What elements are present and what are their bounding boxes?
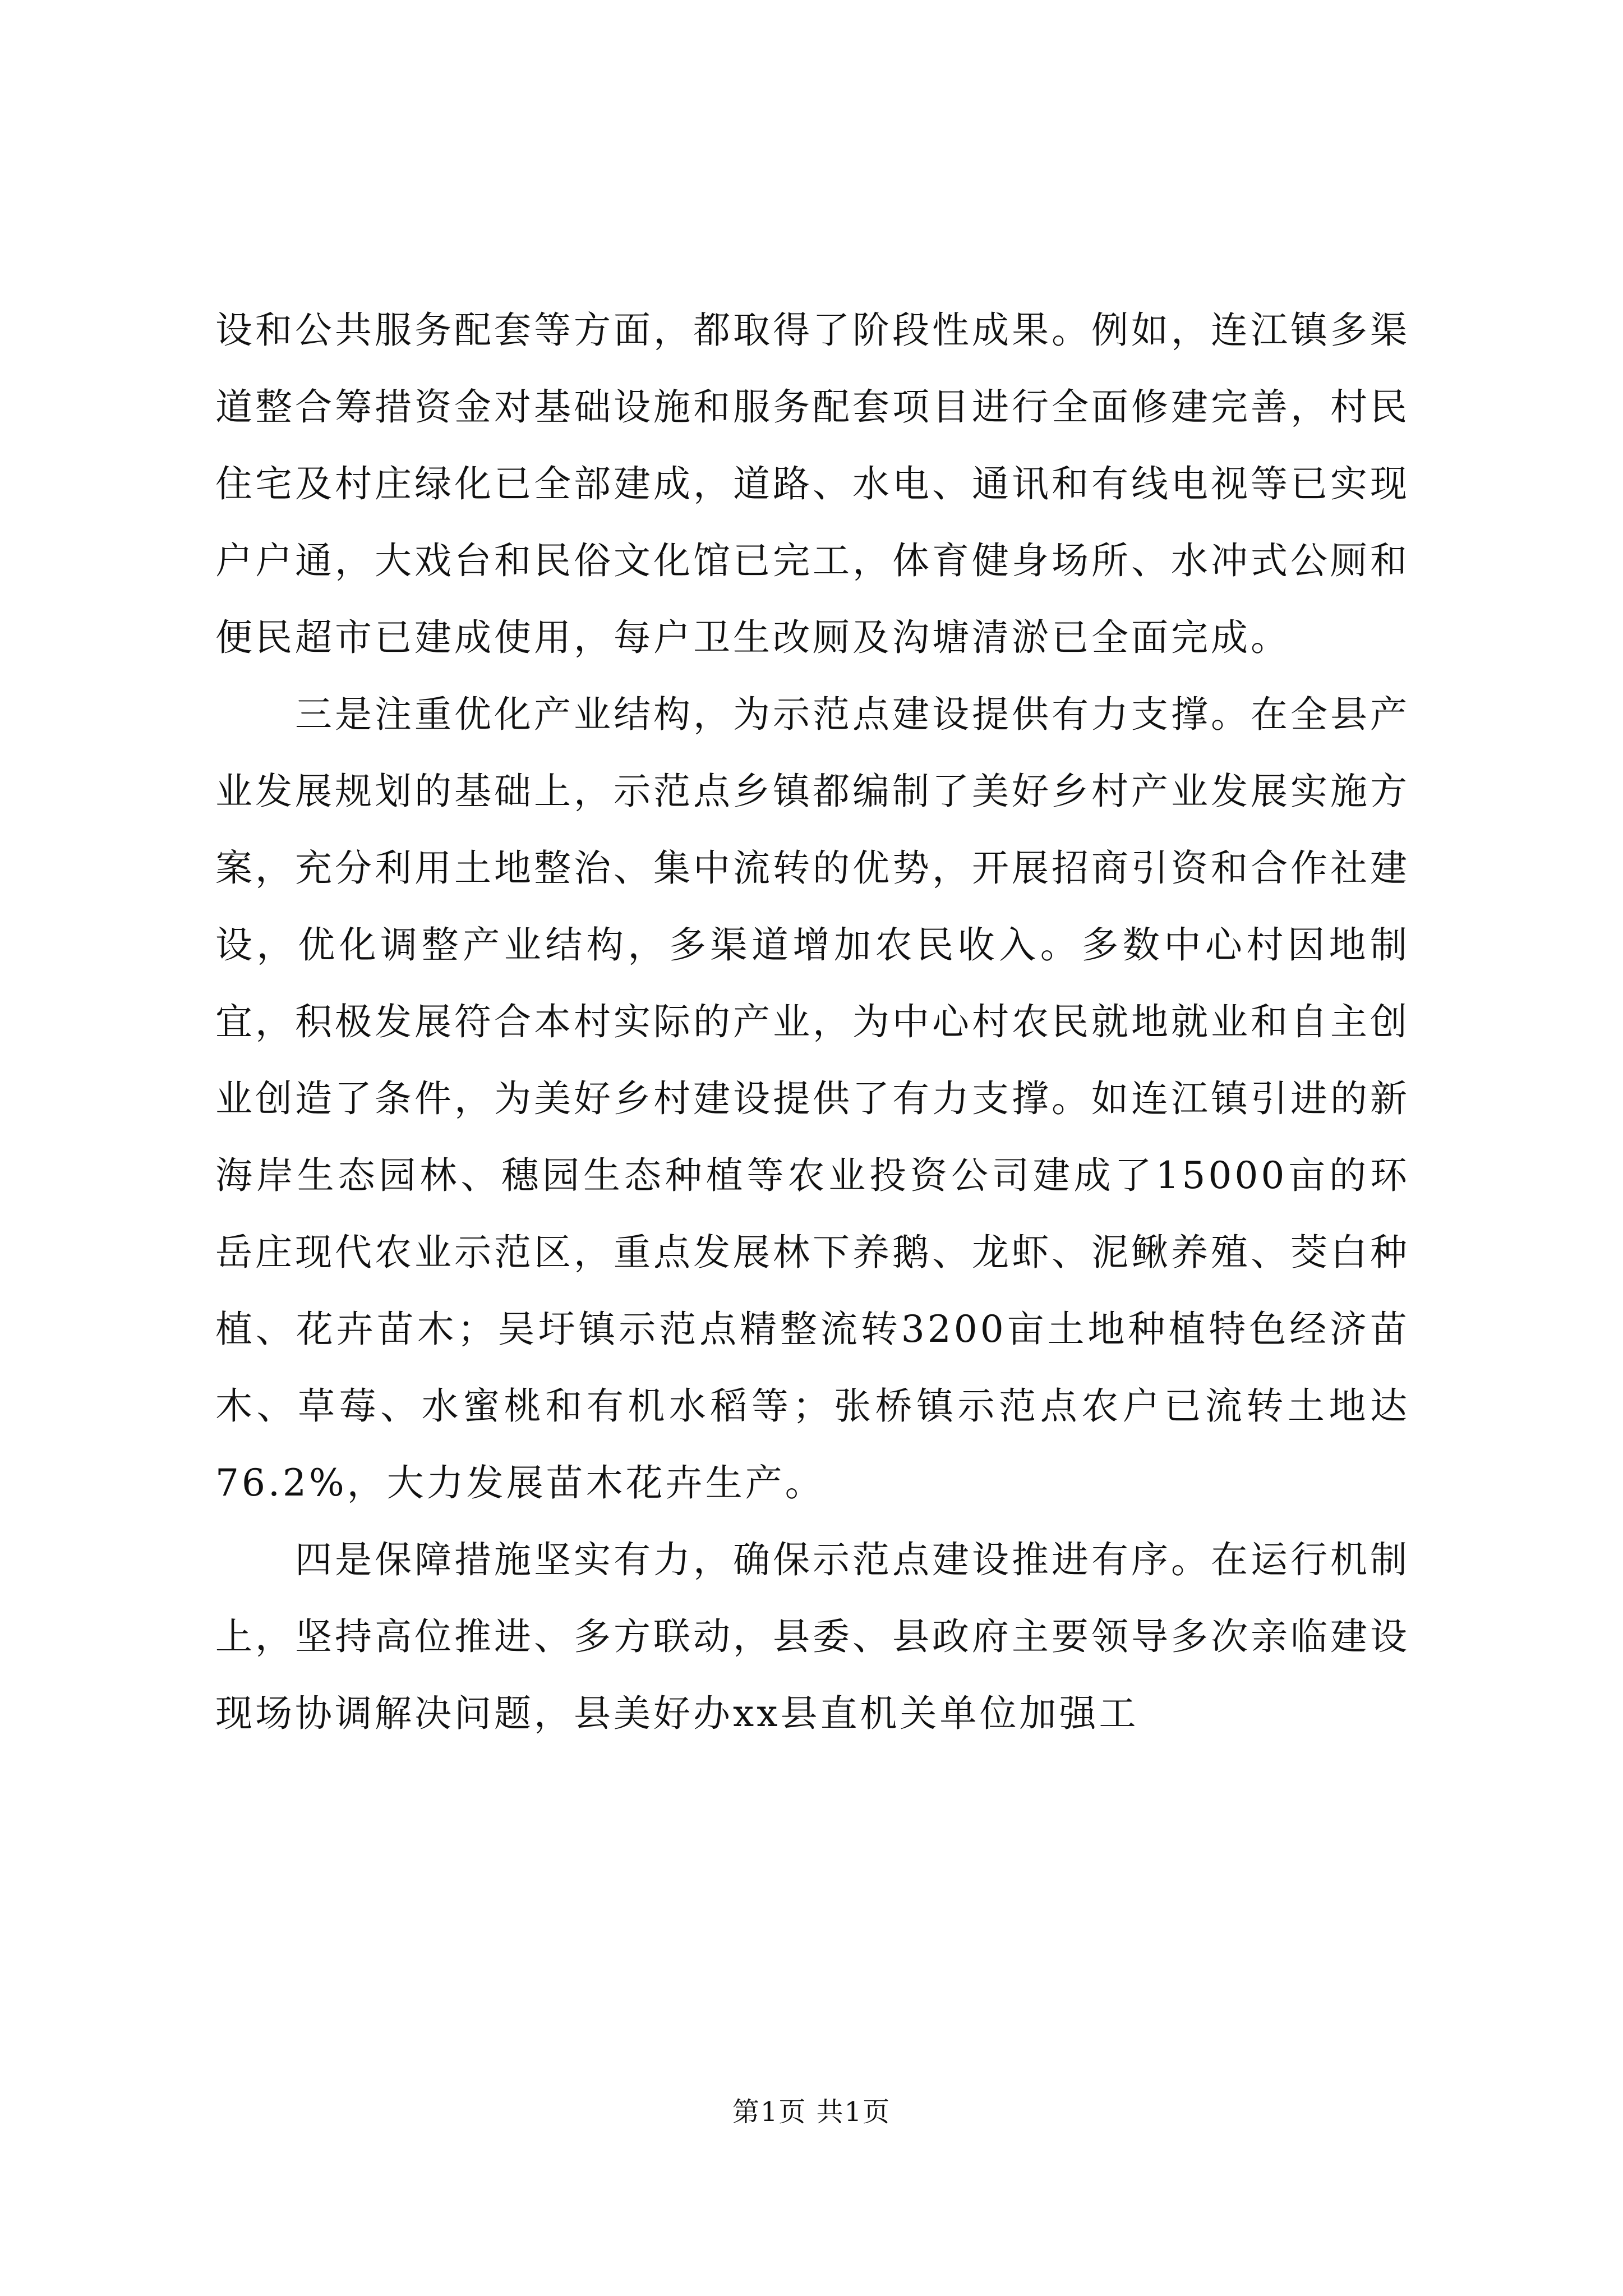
paragraph-public-services: 设和公共服务配套等方面，都取得了阶段性成果。例如，连江镇多渠道整合筹措资金对基础设施和服务配套项目进行全面修建完善，村民住宅及村庄绿化已全部建成，道路、水电、通讯和有线电视等已实现户户通，大戏台和民俗文化馆已完工，体育健身场所、水冲式公厕和便民超市已建成使用，每户卫生改厕及沟塘清淤已全面完成。 <box>215 309 1410 659</box>
page-footer: 第1页 共1页 <box>732 2096 891 2128</box>
document-body <box>215 292 1410 1752</box>
paragraph-safeguard-measures: 四是保障措施坚实有力，确保示范点建设推进有序。在运行机制上，坚持高位推进、多方联动，县委、县政府主要领导多次亲临建设现场协调解决问题，县美好办xx县直机关单位加强工 <box>215 1538 1410 1735</box>
paragraph-industry-structure: 三是注重优化产业结构，为示范点建设提供有力支撑。在全县产业发展规划的基础上，示范点乡镇都编制了美好乡村产业发展实施方案，充分利用土地整治、集中流转的优势，开展招商引资和合作社建设，优化调整产业结构，多渠道增加农民收入。多数中心村因地制宜，积极发展符合本村实际的产业，为中心村农民就地就业和自主创业创造了条件，为美好乡村建设提供了有力支撑。如连江镇引进的新海岸生态园林、穗园生态种植等农业投资公司建成了15000亩的环岳庄现代农业示范区，重点发展林下养鹅、龙虾、泥鳅养殖、茭白种植、花卉苗木；吴圩镇示范点精整流转3200亩土地种植特色经济苗木、草莓、水蜜桃和有机水稻等；张桥镇示范点农户已流转土地达76.2%，大力发展苗木花卉生产。 <box>215 693 1410 1504</box>
